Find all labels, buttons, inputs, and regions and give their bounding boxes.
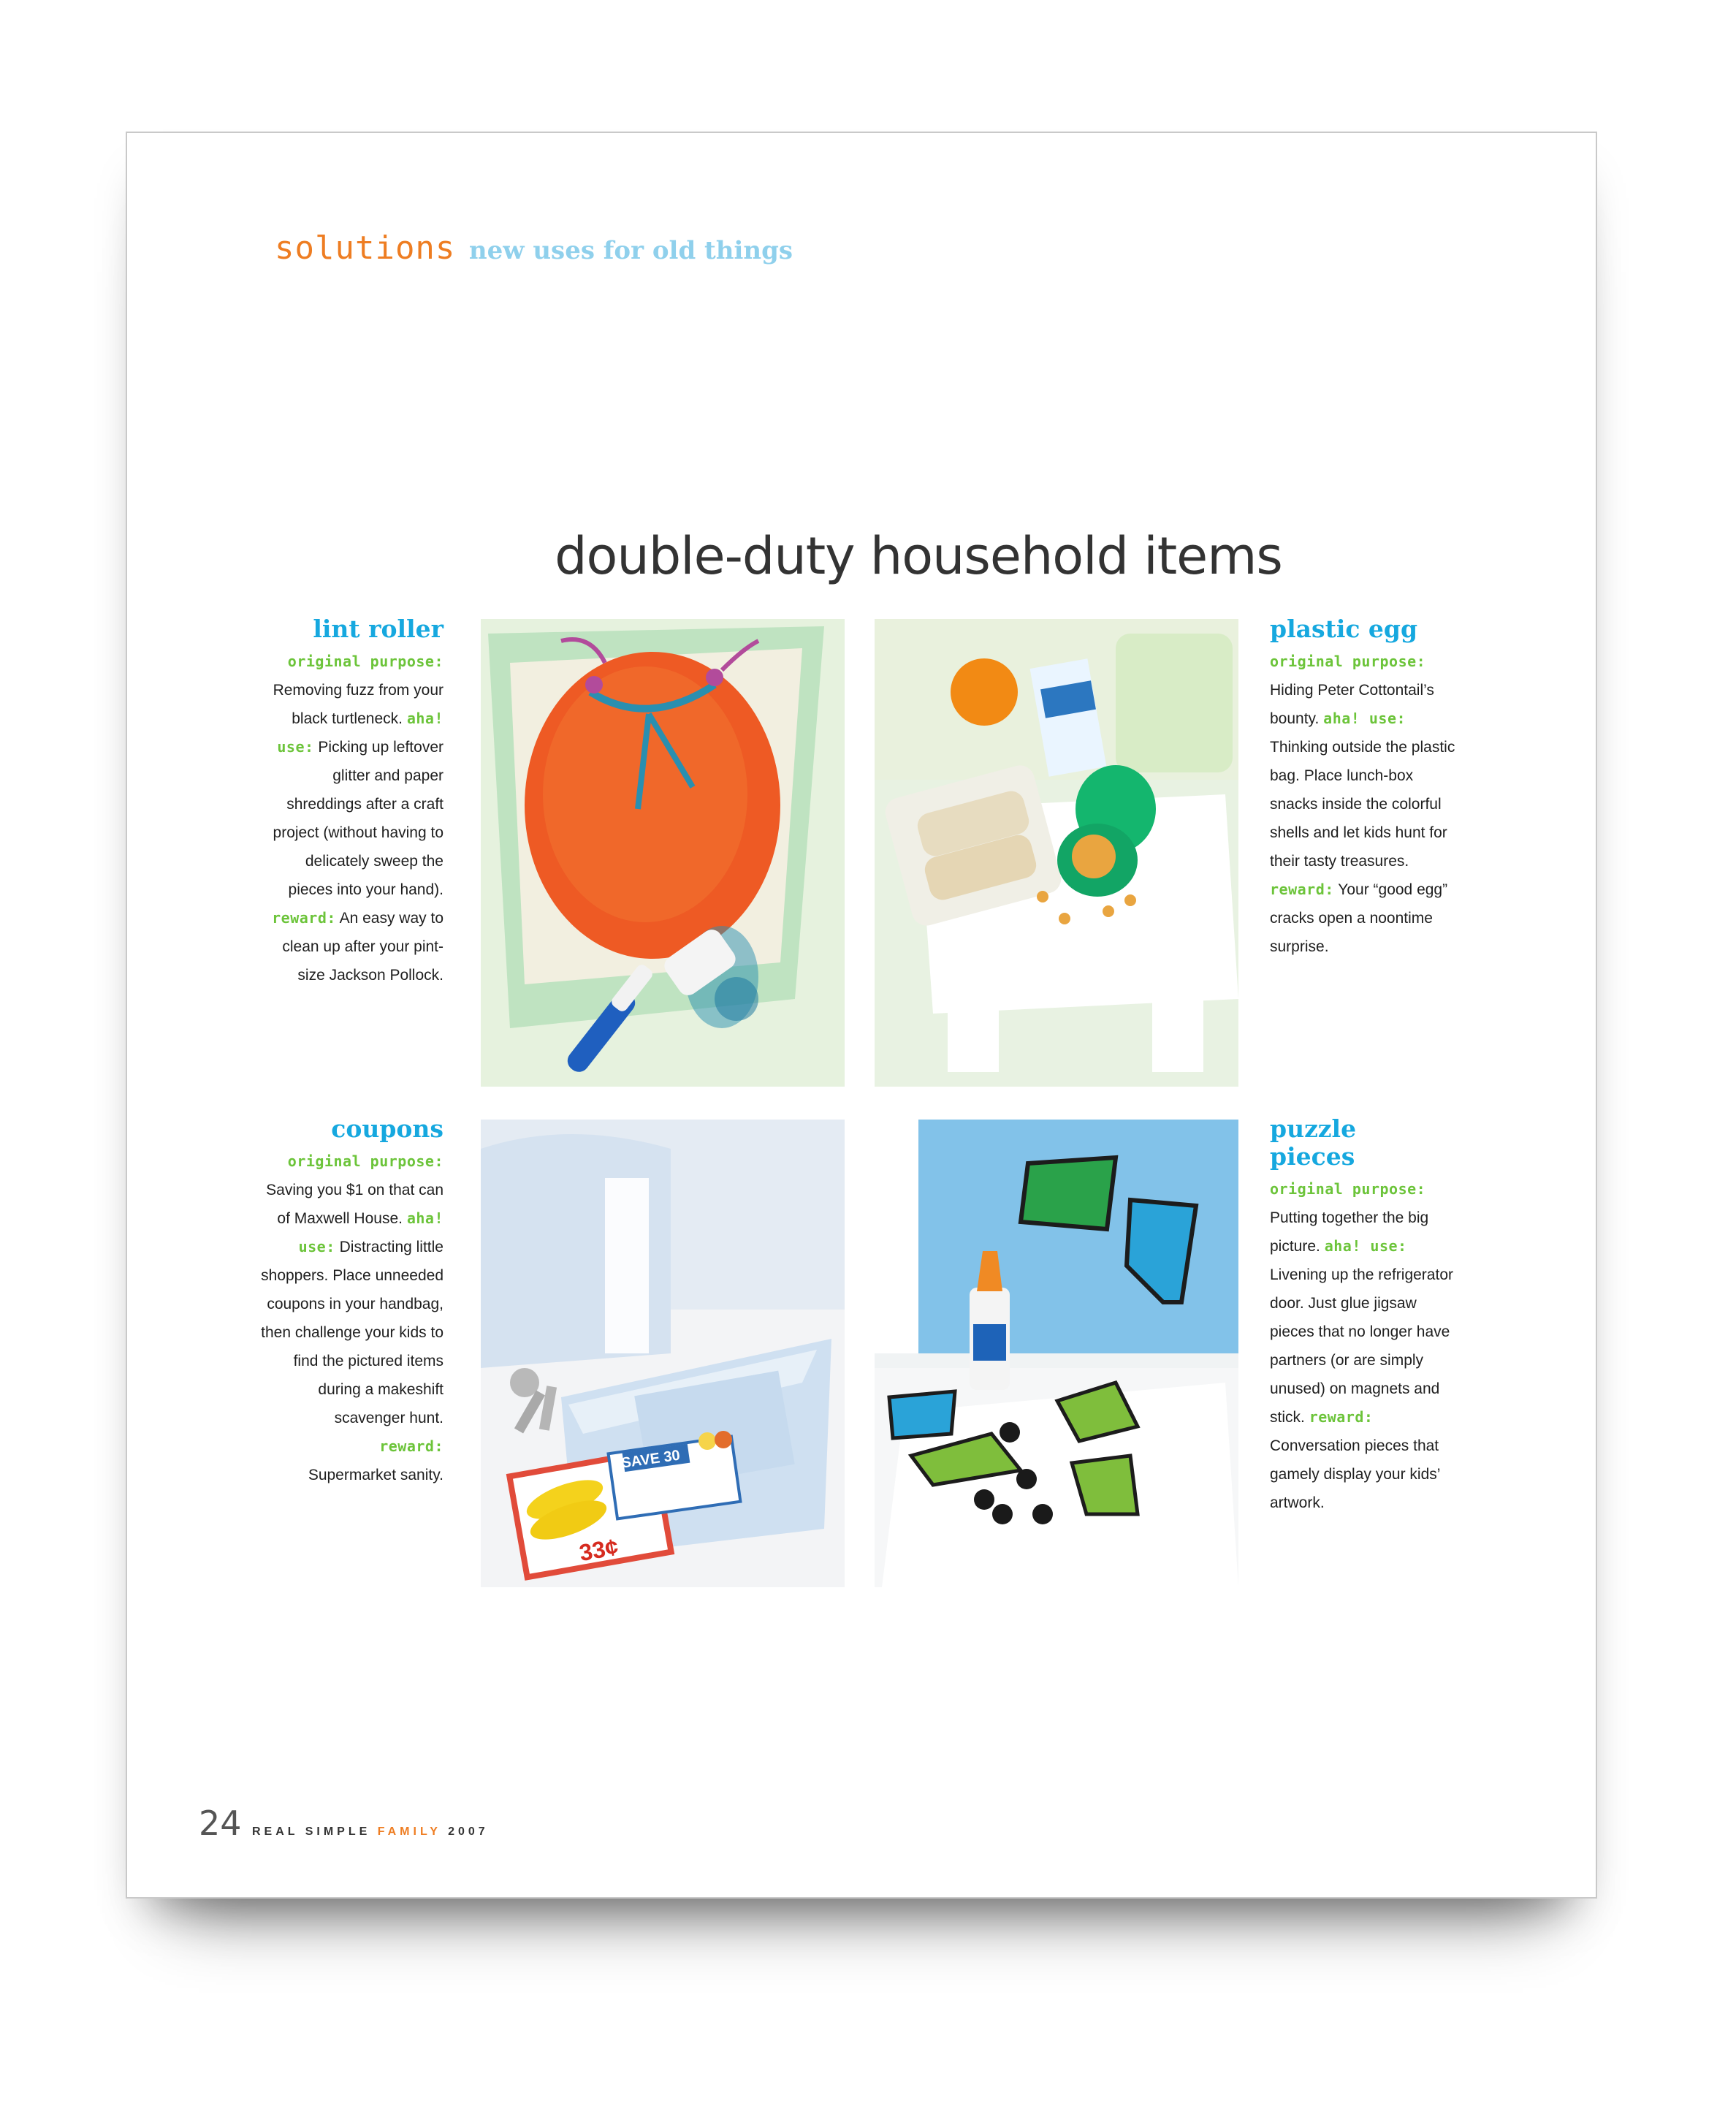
coupons-photo: [481, 1120, 845, 1587]
item-title: puzzle pieces: [1270, 1114, 1357, 1171]
plastic-egg-photo: [875, 619, 1238, 1087]
item-coupons: [257, 1115, 443, 1489]
coupon-save-text: SAVE 30: [620, 1447, 682, 1472]
item-lint-roller: [257, 615, 443, 989]
original-purpose-label: original purpose:: [1270, 1180, 1426, 1198]
aha-use-text: Distracting little shoppers. Place unneeded coupons in your handbag, then challenge your kids to find the pictured items during a makeshift scavenger hunt.: [261, 1239, 443, 1426]
aha-use-text: Picking up leftover glitter and paper shreddings after a craft project (without having to delicately sweep the pieces into your hand).: [273, 739, 443, 898]
section-header: [275, 229, 793, 267]
item-title: plastic egg: [1270, 615, 1418, 643]
reward-text: Conversation pieces that gamely display your kids’ artwork.: [1270, 1437, 1440, 1511]
aha-use-text: Thinking outside the plastic bag. Place lunch-box snacks inside the colorful shells and let kids hunt for their tasty treasures.: [1270, 739, 1455, 870]
reward-label: reward:: [272, 909, 336, 927]
section-subtitle: new uses for old things: [468, 236, 793, 265]
item-plastic-egg: [1270, 615, 1456, 961]
page-footer: [199, 1804, 489, 1843]
aha-use-label: aha! use:: [1324, 1237, 1407, 1255]
page-number: 24: [199, 1804, 242, 1843]
original-purpose-text: Saving you $1 on that can of Maxwell House.: [266, 1182, 443, 1227]
section-kicker: solutions: [275, 229, 456, 267]
original-purpose-text: Putting together the big picture.: [1270, 1209, 1429, 1255]
aha-use-label: aha! use:: [277, 710, 443, 756]
coupon-price-text: 33¢: [577, 1533, 620, 1567]
original-purpose-label: original purpose:: [1270, 653, 1426, 670]
reward-text: An easy way to clean up after your pint-size Jackson Pollock.: [282, 910, 443, 984]
reward-label: reward:: [1309, 1408, 1374, 1426]
magazine-title: REAL SIMPLE: [252, 1825, 371, 1838]
original-purpose-text: Removing fuzz from your black turtleneck.: [273, 682, 443, 727]
magazine-name: [252, 1825, 489, 1838]
original-purpose-text: Hiding Peter Cottontail’s bounty.: [1270, 682, 1434, 727]
aha-use-label: aha! use:: [1323, 710, 1406, 727]
reward-label: reward:: [379, 1437, 443, 1455]
lint-roller-photo: [481, 619, 845, 1087]
original-purpose-label: original purpose:: [287, 1152, 443, 1170]
aha-use-label: aha! use:: [298, 1209, 443, 1255]
reward-text: Supermarket sanity.: [308, 1467, 443, 1483]
original-purpose-label: original purpose:: [287, 653, 443, 670]
item-title: coupons: [331, 1114, 443, 1143]
aha-use-text: Livening up the refrigerator door. Just glue jigsaw pieces that no longer have partners (or are simply unused) on magnets and stick.: [1270, 1266, 1453, 1426]
magazine-page: [126, 132, 1597, 1899]
item-puzzle-pieces: [1270, 1115, 1456, 1517]
page-title: double-duty household items: [555, 526, 1282, 586]
reward-label: reward:: [1270, 881, 1334, 898]
item-title: lint roller: [313, 615, 443, 643]
reward-text: Your “good egg” cracks open a noontime surprise.: [1270, 881, 1448, 955]
magazine-year: 2007: [448, 1825, 489, 1838]
puzzle-pieces-photo: [875, 1120, 1238, 1587]
magazine-edition: FAMILY: [377, 1825, 441, 1838]
